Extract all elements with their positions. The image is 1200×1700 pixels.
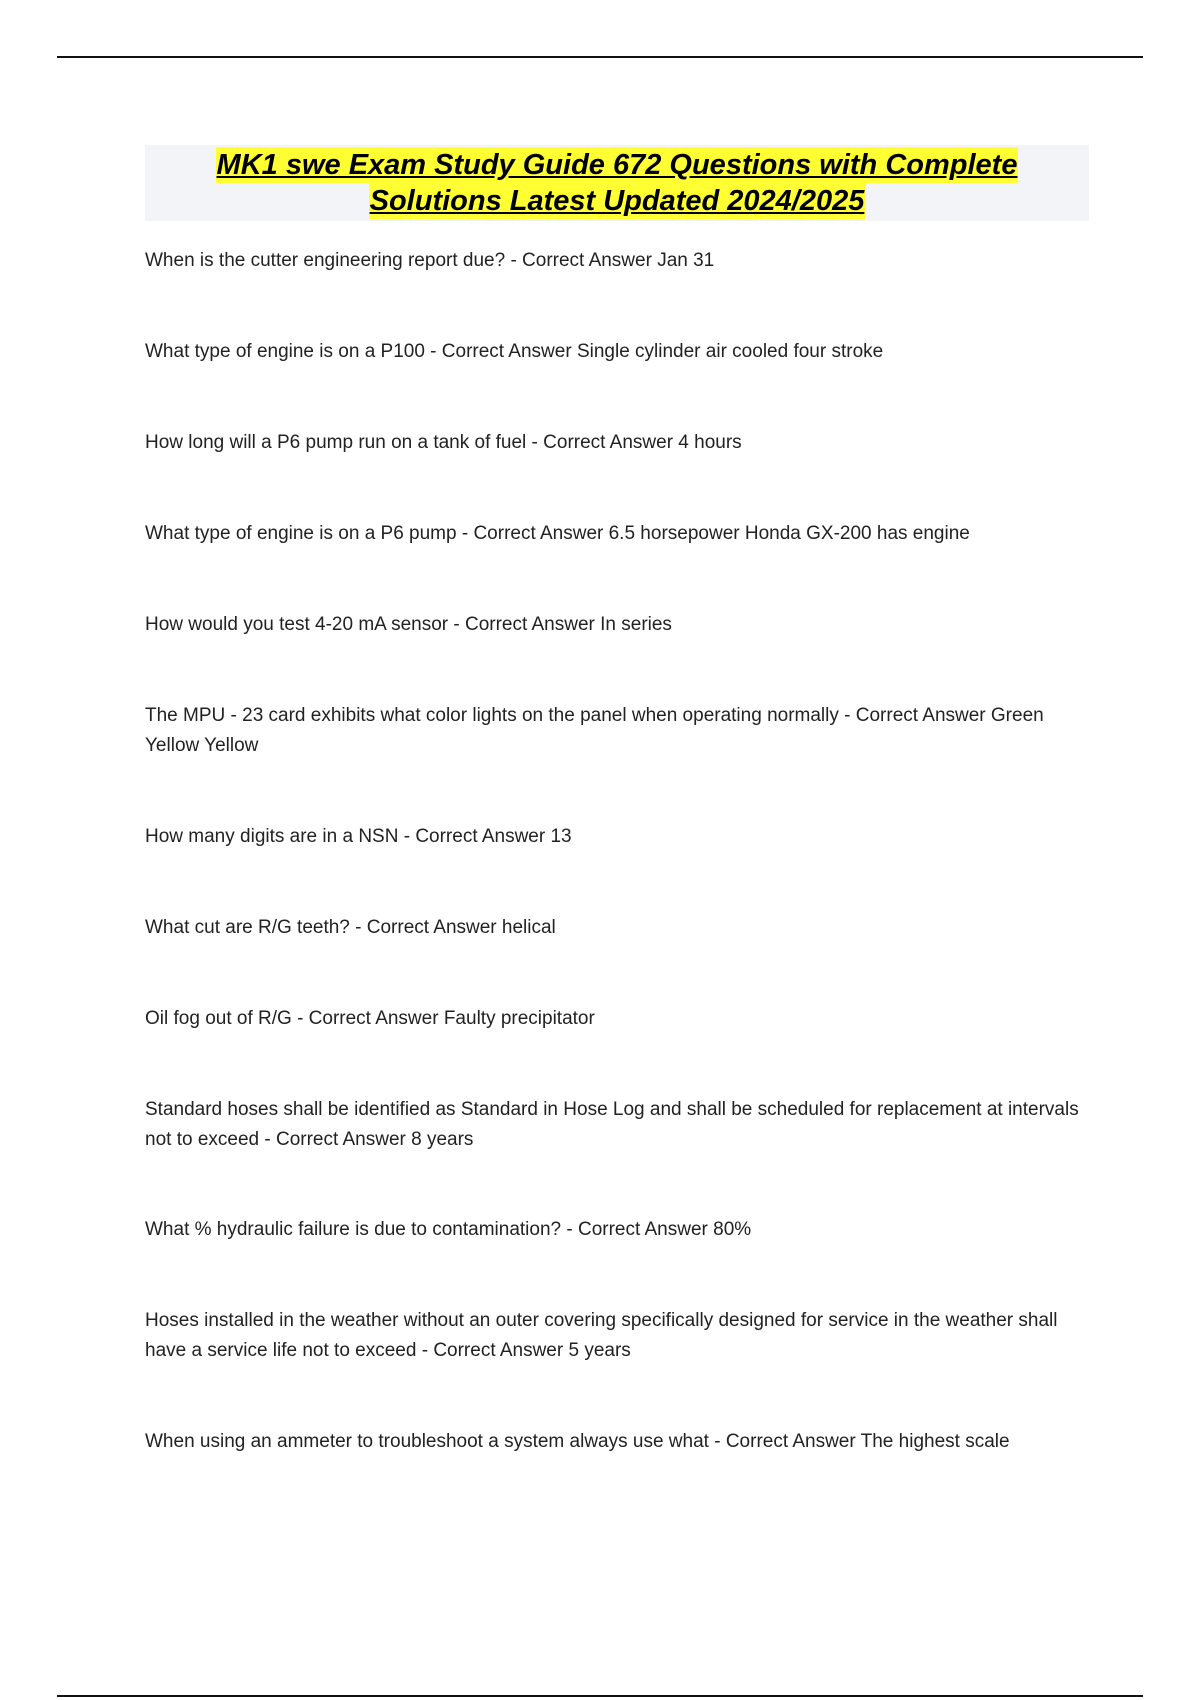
bottom-rule [57, 1695, 1143, 1697]
qa-entry-9: Oil fog out of R/G - Correct Answer Faulty precipitator [145, 1008, 595, 1029]
qa-entry-11: What % hydraulic failure is due to contamination? - Correct Answer 80% [145, 1219, 752, 1240]
title-line-2: Solutions Latest Updated 2024/2025 [369, 185, 865, 217]
qa-entry-13: When using an ammeter to troubleshoot a system always use what - Correct Answer The highest scale [145, 1431, 1010, 1452]
title-line-1: MK1 swe Exam Study Guide 672 Questions with Complete [216, 149, 1018, 181]
qa-entry-1: When is the cutter engineering report due? - Correct Answer Jan 31 [145, 250, 715, 271]
qa-entry-5: How would you test 4-20 mA sensor - Correct Answer In series [145, 614, 672, 635]
top-rule [57, 56, 1143, 58]
qa-entry-10: Standard hoses shall be identified as Standard in Hose Log and shall be scheduled for replacement at intervals not to exceed - Correct Answer 8 years [145, 1099, 1079, 1150]
qa-entry-8: What cut are R/G teeth? - Correct Answer helical [145, 917, 556, 938]
qa-entry-7: How many digits are in a NSN - Correct Answer 13 [145, 826, 572, 847]
qa-entry-6: The MPU - 23 card exhibits what color lights on the panel when operating normally - Correct Answer Green Yellow Yellow [145, 705, 1044, 756]
document-title [145, 145, 1089, 221]
qa-entry-3: How long will a P6 pump run on a tank of fuel - Correct Answer 4 hours [145, 432, 742, 453]
qa-entry-12: Hoses installed in the weather without an outer covering specifically designed for service in the weather shall have a service life not to exceed - Correct Answer 5 years [145, 1310, 1058, 1361]
qa-entry-4: What type of engine is on a P6 pump - Correct Answer 6.5 horsepower Honda GX-200 has engine [145, 523, 970, 544]
qa-entry-2: What type of engine is on a P100 - Correct Answer Single cylinder air cooled four stroke [145, 341, 884, 362]
